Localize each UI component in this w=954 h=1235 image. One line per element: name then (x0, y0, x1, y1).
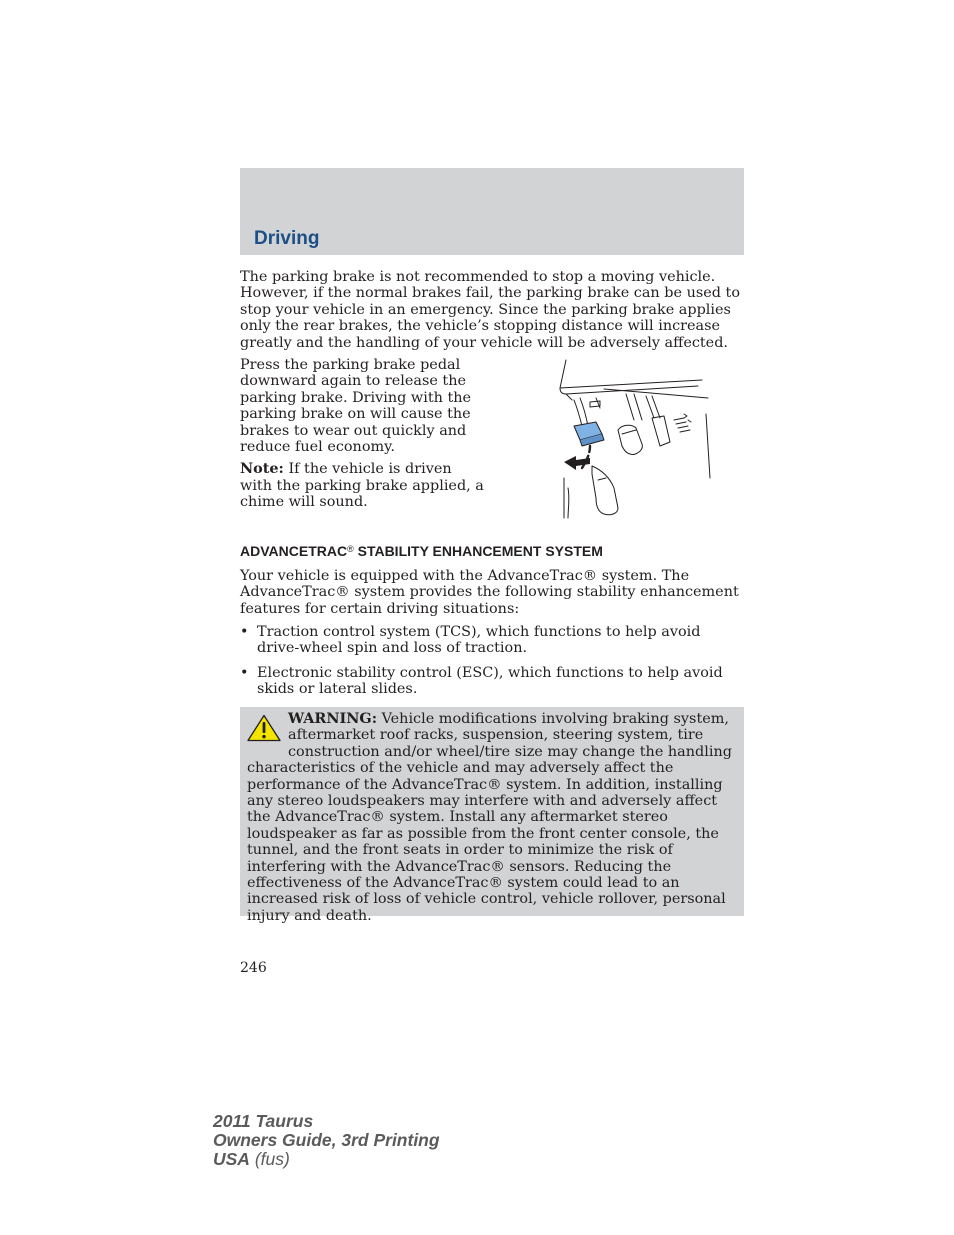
section-header-band (240, 168, 744, 255)
warning-body: Vehicle modifications involving braking system, aftermarket roof racks, suspension, steering system, tire construction and/or wheel/tire size may change the handling characteristics of the vehicle and may adversely affect the performance of the AdvanceTrac® system. In addition, installing any stereo loudspeakers may interfere with and adversely affect the AdvanceTrac® system. Install any aftermarket stereo loudspeaker as far as possible from the front center console, the tunnel, and the front seats in order to minimize the risk of interfering with the AdvanceTrac® sensors. Reducing the effectiveness of the AdvanceTrac® system could lead to an increased risk of loss of vehicle control, vehicle rollover, personal injury and death. (247, 711, 732, 924)
release-column (240, 357, 488, 517)
list-item-text: Electronic stability control (ESC), which functions to help avoid skids or lateral slides. (257, 664, 723, 698)
intro-paragraph: The parking brake is not recommended to stop a moving vehicle. However, if the normal brakes fail, the parking brake can be used to stop your vehicle in an emergency. Since the parking brake applies only the rear brakes, the vehicle’s stopping distance will increase greatly and the handling of your vehicle will be adversely affected. (240, 269, 740, 351)
warning-box (240, 707, 744, 924)
bullet-marker: • (240, 624, 249, 640)
parking-brake-pedal-illustration (556, 358, 712, 520)
bullet-marker: • (240, 664, 249, 681)
note-paragraph (240, 461, 488, 510)
list-item-text: Traction control system (TCS), which functions to help avoid drive-wheel spin and loss of traction. (257, 624, 701, 657)
note-text: If the vehicle is driven with the parking brake applied, a chime will sound. (240, 461, 484, 511)
note-label: Note: (240, 460, 284, 478)
section-heading-part2: STABILITY ENHANCEMENT SYSTEM (353, 543, 603, 559)
footer-region: USA (213, 1149, 250, 1169)
warning-label: WARNING: (288, 710, 378, 727)
footer-line-2: Owners Guide, 3rd Printing (213, 1130, 440, 1150)
footer-line-1: 2011 Taurus (213, 1111, 314, 1131)
parking-brake-figure (556, 358, 712, 520)
page-number: 246 (240, 960, 267, 976)
release-paragraph: Press the parking brake pedal downward again to release the parking brake. Driving with the parking brake on will cause the brakes to wear out quickly and reduce fuel economy. (240, 357, 472, 456)
section-heading (240, 543, 603, 559)
warning-text (247, 711, 737, 924)
warning-triangle-icon (246, 714, 282, 742)
feature-list (240, 624, 744, 706)
page-title: Driving (254, 228, 320, 249)
footer-region-code: (fus) (249, 1149, 290, 1169)
list-item (240, 665, 744, 698)
section-intro-paragraph: Your vehicle is equipped with the AdvanceTrac® system. The AdvanceTrac® system provides the following stability enhancement features for certain driving situations: (240, 568, 739, 617)
footer-line-3 (213, 1150, 440, 1169)
list-item (240, 624, 744, 657)
registered-mark: ® (347, 544, 354, 554)
footer (213, 1112, 440, 1169)
section-heading-part1: ADVANCETRAC (240, 543, 348, 559)
